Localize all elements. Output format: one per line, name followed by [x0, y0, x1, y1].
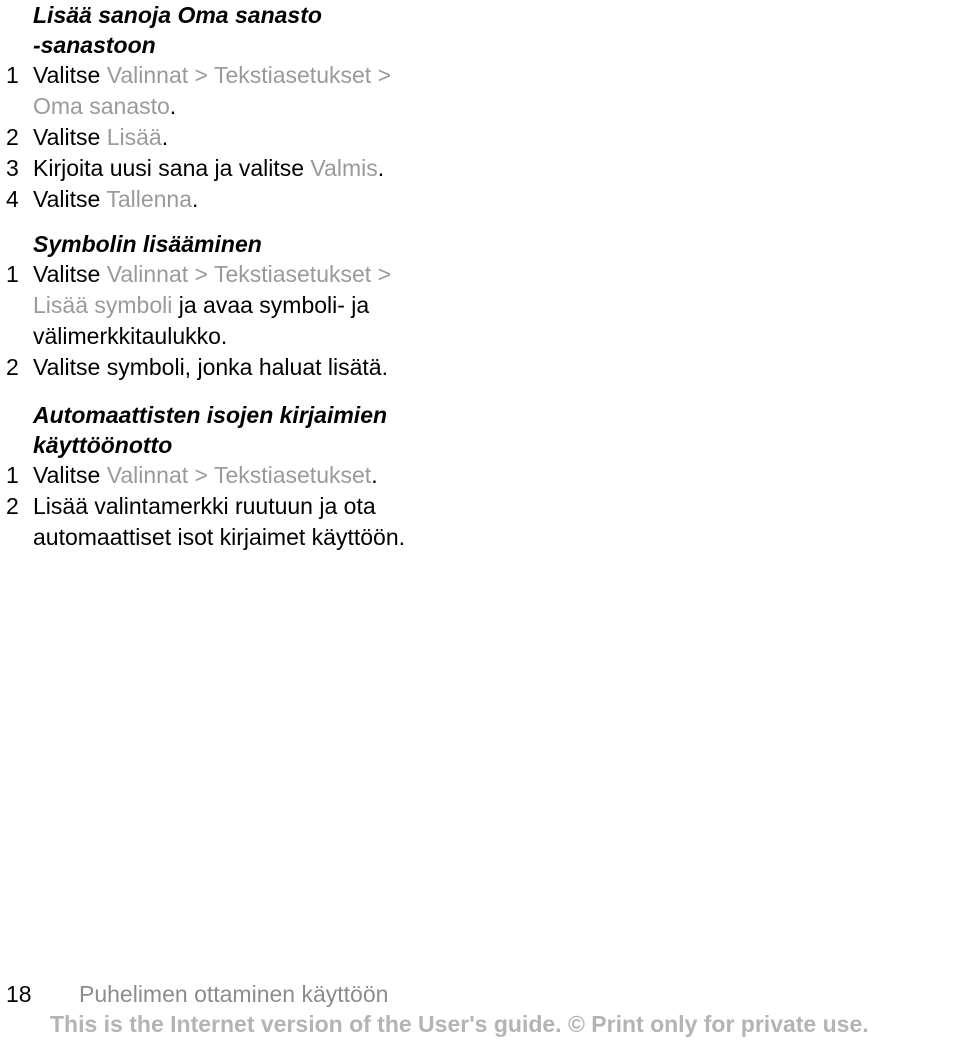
menu-separator: > — [188, 261, 214, 287]
heading-line: käyttöönotto — [33, 432, 173, 458]
step-number: 1 — [6, 261, 19, 287]
section-auto-capitals — [0, 400, 473, 553]
step-text: . — [169, 93, 177, 119]
menu-path-item: Oma sanasto — [33, 93, 170, 119]
menu-path-item: Valinnat — [106, 62, 189, 88]
heading-line: Symbolin lisääminen — [33, 231, 262, 257]
menu-separator: > — [188, 62, 214, 88]
menu-path-item: Valinnat — [106, 462, 189, 488]
step-item — [0, 184, 473, 215]
section-heading — [33, 400, 473, 460]
section-insert-symbol — [0, 229, 473, 383]
step-item — [0, 460, 473, 491]
section-heading — [33, 0, 473, 60]
menu-path-item: Lisää symboli — [33, 292, 173, 318]
step-text: . — [161, 124, 169, 150]
step-number: 2 — [6, 354, 19, 380]
step-text: ja avaa symboli- ja välimerkkitaulukko. — [33, 292, 370, 349]
step-number: 1 — [6, 62, 19, 88]
step-text: Valitse — [33, 124, 107, 150]
step-number: 2 — [6, 493, 19, 519]
step-item — [0, 352, 473, 383]
step-number: 4 — [6, 186, 19, 212]
heading-line: Automaattisten isojen kirjaimien — [33, 402, 388, 428]
chapter-title: Puhelimen ottaminen käyttöön — [79, 981, 389, 1007]
menu-path-item: Valmis — [310, 155, 378, 181]
step-text: . — [192, 186, 199, 212]
step-text: . — [377, 155, 385, 181]
step-item — [0, 60, 473, 122]
step-number: 3 — [6, 155, 19, 181]
step-item — [0, 153, 473, 184]
step-text: . — [371, 462, 378, 488]
section-heading — [33, 229, 473, 259]
menu-separator: > — [371, 261, 392, 287]
step-text: Valitse — [33, 261, 107, 287]
menu-path-item: Tekstiasetukset — [213, 261, 372, 287]
step-item — [0, 259, 473, 352]
step-text: Kirjoita uusi sana ja valitse — [33, 155, 311, 181]
heading-line: -sanastoon — [33, 32, 156, 58]
step-item — [0, 491, 473, 553]
heading-line: Lisää sanoja Oma sanasto — [33, 2, 322, 28]
step-text: Lisää valintamerkki ruutuun ja ota automaattiset isot kirjaimet käyttöön. — [33, 493, 405, 550]
step-text: Valitse symboli, jonka haluat lisätä. — [33, 354, 388, 380]
section-add-words — [0, 0, 473, 215]
menu-path-item: Lisää — [106, 124, 162, 150]
menu-separator: > — [188, 462, 214, 488]
step-text: Valitse — [33, 62, 107, 88]
copyright-note: This is the Internet version of the User's guide. © Print only for private use. — [50, 1011, 869, 1037]
step-text: Valitse — [33, 186, 107, 212]
menu-path-item: Valinnat — [106, 261, 189, 287]
step-number: 2 — [6, 124, 19, 150]
step-text: Valitse — [33, 462, 107, 488]
step-number: 1 — [6, 462, 19, 488]
step-item — [0, 122, 473, 153]
page-number: 18 — [6, 981, 32, 1007]
menu-path-item: Tekstiasetukset — [213, 62, 372, 88]
menu-path-item: Tekstiasetukset — [213, 462, 372, 488]
menu-separator: > — [371, 62, 392, 88]
menu-path-item: Tallenna — [106, 186, 192, 212]
